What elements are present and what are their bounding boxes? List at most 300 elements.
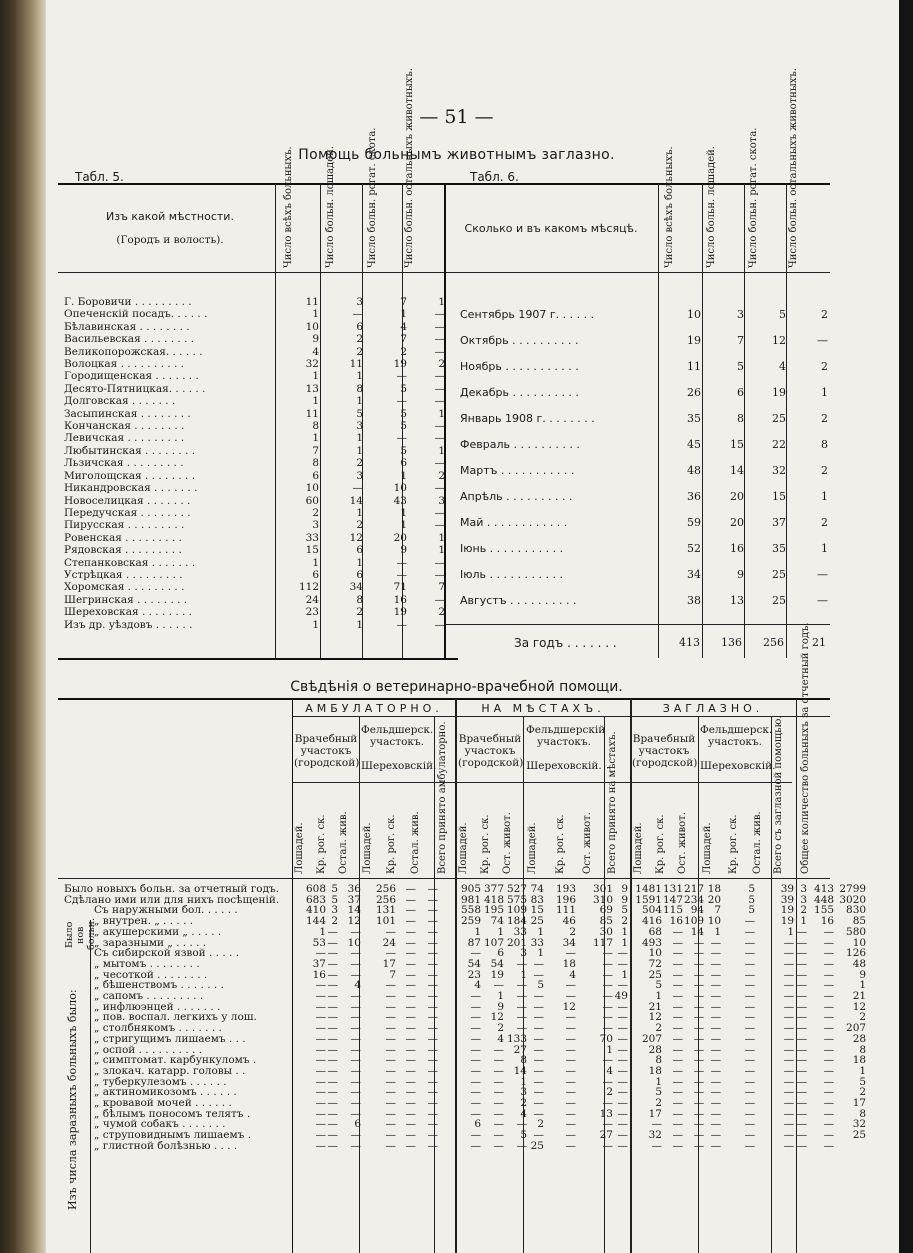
vet-header-rule xyxy=(58,878,830,879)
table6-row-month: Январь 1908 г. . . . . . . . xyxy=(460,411,595,425)
table6-cell: 11 xyxy=(687,359,701,373)
table5-cell: 1 xyxy=(356,370,363,383)
vet-cell: — xyxy=(602,1097,613,1110)
vet-cell: — xyxy=(405,1011,416,1024)
vet-cell: 107 xyxy=(483,936,504,949)
vet-cell: — xyxy=(617,1097,628,1110)
vet-cell: — xyxy=(350,1043,361,1056)
vet-cell: 4 xyxy=(354,979,361,992)
table6-cell: 13 xyxy=(730,593,744,607)
vet-cell: — xyxy=(405,893,416,906)
vet-cell: 18 xyxy=(852,1054,867,1067)
vet-cell: — xyxy=(533,1075,544,1088)
vet-cell: 418 xyxy=(483,893,504,906)
vet-cell: — xyxy=(823,1139,835,1152)
vet-cell: 33 xyxy=(530,936,544,949)
vet-cell: 18 xyxy=(707,883,722,895)
table5-cell: — xyxy=(434,320,445,333)
vet-cell: — xyxy=(602,1011,613,1024)
vet-cell: — xyxy=(796,1118,808,1131)
table5-cell: 5 xyxy=(400,407,407,420)
vet-cell: — xyxy=(783,957,795,970)
vet-cell: — xyxy=(565,1011,576,1024)
vet-cell: — xyxy=(533,1054,544,1067)
vet-cell: — xyxy=(672,990,684,1003)
vet-row-label: Съ сибирской язвой . . . . . xyxy=(94,948,240,959)
table6-cell: 35 xyxy=(772,541,786,555)
vet-row-label: Сдѣлано ими или для нихъ посѣщеній. xyxy=(64,894,280,906)
vet-cell: — xyxy=(693,1011,705,1024)
vet-cell: — xyxy=(350,1032,361,1045)
vet-cell: 14 xyxy=(690,925,705,938)
table5-cell: 16 xyxy=(393,593,407,606)
vet-cell: — xyxy=(744,1139,756,1152)
vet-cell: 19 xyxy=(780,904,795,917)
vet-cell: — xyxy=(350,1022,361,1035)
vet-row xyxy=(64,927,867,938)
vet-cell: — xyxy=(672,925,684,938)
vet-cell: — xyxy=(823,979,835,992)
vet-row-label: „ актиномикозомъ . . . . . . xyxy=(94,1087,237,1099)
vet-cell: 1481 xyxy=(635,883,662,895)
vet-cell: — xyxy=(617,1129,628,1142)
vet-cell: — xyxy=(783,968,795,981)
table5-cell: — xyxy=(434,506,445,519)
vet-cell: — xyxy=(672,1107,684,1120)
vet-cell: — xyxy=(602,1075,613,1088)
vet-col-obshchee: Общее количество больныхъ за отчетный годъ. xyxy=(800,622,811,874)
table5-cell: — xyxy=(434,556,445,569)
vet-cell: — xyxy=(602,947,613,960)
table5-row xyxy=(64,544,447,556)
vet-cell: — xyxy=(493,1107,504,1120)
vet-cell: — xyxy=(693,957,705,970)
vet-col-header: Остал. жив. xyxy=(410,811,421,874)
vet-cell: — xyxy=(710,1129,722,1142)
vet-cell: 19 xyxy=(780,915,795,928)
table6-row xyxy=(460,509,829,535)
vet-cell: 5 xyxy=(331,883,338,895)
vet-cell: 111 xyxy=(555,904,576,917)
table5-row-name: Бѣлавинская . . . . . . . . xyxy=(64,320,190,333)
vet-row-label: „ столбнякомъ . . . . . . . xyxy=(94,1023,222,1034)
vet-cell: — xyxy=(350,1054,361,1067)
table5-header-sub: (Городъ и волость). xyxy=(116,234,224,246)
vet-cell: 683 xyxy=(305,893,326,906)
vet-cell: 1 xyxy=(800,915,808,928)
vet-cell: — xyxy=(823,925,835,938)
vet-col-header: Ост. живот. xyxy=(502,812,513,874)
vet-cell: — xyxy=(823,1118,835,1131)
vet-col-header: Кр. рог. ск. xyxy=(316,814,327,874)
vet-row-label: „ чумой собакъ . . . . . . . xyxy=(94,1119,226,1131)
vet-cell: — xyxy=(427,893,438,906)
vet-cell: — xyxy=(565,1043,576,1056)
vet-cell: 413 xyxy=(814,883,835,895)
vet-cell: — xyxy=(405,1032,416,1045)
vet-cell: 259 xyxy=(460,915,481,928)
vet-cell: — xyxy=(823,1075,835,1088)
vet-cell: — xyxy=(823,1032,835,1045)
vet-cell: 2 xyxy=(621,915,628,928)
table5-row-name: Кончанская . . . . . . . . xyxy=(64,420,185,433)
vet-cell: — xyxy=(315,1118,326,1131)
vet-cell: — xyxy=(823,1043,835,1056)
vet-cell: 126 xyxy=(846,947,867,960)
table5-row-name: Левичская . . . . . . . . . xyxy=(64,432,185,445)
vet-row-label: „ акушерскими „ . . . . . xyxy=(94,926,222,938)
vet-cell: — xyxy=(823,1129,835,1142)
vet-cell: 1 xyxy=(714,925,722,938)
side-label-inner: Было нов больн. xyxy=(64,918,97,950)
vet-cell: — xyxy=(617,1086,628,1099)
table5-row-name: Изъ др. уѣздовъ . . . . . . xyxy=(64,618,193,631)
vet-cell: — xyxy=(617,957,628,970)
table6-row-month: Августъ . . . . . . . . . . xyxy=(460,593,577,607)
vet-cell: — xyxy=(427,1043,438,1056)
vet-cell: 25 xyxy=(530,915,544,928)
vet-cell: — xyxy=(672,1054,684,1067)
table5-cell: 7 xyxy=(312,444,319,457)
vet-cell: 54 xyxy=(490,957,504,970)
vet-cell: 16 xyxy=(669,915,684,928)
vet-cell: 2 xyxy=(655,1022,662,1035)
vet-cell: — xyxy=(315,1064,326,1077)
vet-cell: — xyxy=(823,936,835,949)
vet-cell: — xyxy=(327,990,338,1003)
table5-cell: — xyxy=(396,556,407,569)
vet-col-header: Лошадей. xyxy=(702,822,713,874)
vet-cell: — xyxy=(693,968,705,981)
vet-cell: — xyxy=(427,1032,438,1045)
vet-cell: — xyxy=(327,936,338,949)
vet-cell: — xyxy=(744,1022,756,1035)
table5-cell: 2 xyxy=(312,506,319,519)
vet-cell: 37 xyxy=(347,893,361,906)
table5-cell: 7 xyxy=(400,296,407,308)
table6-cell: — xyxy=(817,333,828,347)
sub-feld-amb: Фельдшерск. участокъ. xyxy=(361,724,434,748)
vet-cell: — xyxy=(427,936,438,949)
vet-cell: — xyxy=(385,1043,396,1056)
vet-cell: — xyxy=(710,1043,722,1056)
table5-cell: — xyxy=(434,382,445,395)
table5-row-name: Новоселицкая . . . . . . . xyxy=(64,494,191,507)
vet-cell: 36 xyxy=(347,883,361,895)
vet-cell: 2 xyxy=(520,1097,527,1110)
vet-cell: — xyxy=(327,968,338,981)
vet-row-label: Было новыхъ больн. за отчетный годъ. xyxy=(64,884,280,895)
vet-cell: — xyxy=(672,947,684,960)
vet-cell: 1 xyxy=(859,1064,867,1077)
vet-cell: — xyxy=(672,1097,684,1110)
table5-row-name: Десято-Пятницкая. . . . . . xyxy=(64,382,206,395)
table5-row xyxy=(64,519,447,531)
table5-cell: 43 xyxy=(393,494,407,507)
vet-cell: 72 xyxy=(648,957,662,970)
vet-row-label: „ туберкулезомъ . . . . . . xyxy=(94,1076,227,1088)
table5-cell: 24 xyxy=(305,593,319,606)
vet-cell: — xyxy=(783,1097,795,1110)
vet-cell: — xyxy=(427,1139,438,1152)
vet-cell: — xyxy=(796,1022,808,1035)
table5-row xyxy=(64,358,447,370)
table5-cell: 3 xyxy=(356,420,363,433)
vet-row-label: „ оспой . . . . . . . . . . xyxy=(94,1044,203,1056)
vet-cell: — xyxy=(565,1107,576,1120)
vet-cell: — xyxy=(405,990,416,1003)
vet-cell: 53 xyxy=(312,936,326,949)
table5-cell: 19 xyxy=(393,606,407,619)
vet-cell: 7 xyxy=(714,904,722,917)
vet-cell: — xyxy=(315,1011,326,1024)
vet-cell: 37 xyxy=(312,957,326,970)
vet-cell: 17 xyxy=(382,957,396,970)
vet-cell: — xyxy=(823,1022,835,1035)
table5-row-name: Любытинская . . . . . . . . xyxy=(64,444,196,457)
vet-cell: — xyxy=(427,990,438,1003)
vet-row-label: „ внутрен. „ . . . . . xyxy=(94,916,194,927)
table6-total-rule xyxy=(445,624,830,625)
vet-cell: — xyxy=(823,1011,835,1024)
table5-cell: — xyxy=(434,370,445,383)
table5-cell: — xyxy=(434,432,445,445)
vet-cell: — xyxy=(427,1054,438,1067)
table5-cell: 2 xyxy=(438,606,445,619)
vet-cell: 115 xyxy=(663,904,684,917)
vet-cell: 33 xyxy=(513,925,527,938)
vet-cell: — xyxy=(516,990,527,1003)
vet-cell: — xyxy=(693,1064,705,1077)
vet-cell: 49 xyxy=(614,990,628,1003)
table6-row-month: Октябрь . . . . . . . . . . xyxy=(460,333,579,347)
table6-row xyxy=(460,353,829,379)
vet-cell: — xyxy=(672,1139,684,1152)
vet-cell: 28 xyxy=(852,1032,867,1045)
vet-cell: — xyxy=(602,990,613,1003)
vet-cell: — xyxy=(744,1043,756,1056)
vet-cell: — xyxy=(672,1118,684,1131)
vet-cell: 1 xyxy=(859,979,867,992)
sub-sher-zagl: Шереховскій. xyxy=(700,760,776,772)
table5-cell: — xyxy=(434,618,445,631)
vet-cell: — xyxy=(385,925,396,938)
table6-cell: 6 xyxy=(737,385,744,399)
vet-cell: 1 xyxy=(537,925,544,938)
vet-cell: — xyxy=(796,968,808,981)
table6-row-month: Іюль . . . . . . . . . . . xyxy=(460,567,563,581)
vet-cell: — xyxy=(350,947,361,960)
vet-cell: 48 xyxy=(852,957,867,970)
vet-cell: — xyxy=(315,947,326,960)
vet-cell: — xyxy=(516,1011,527,1024)
table5-cell: 14 xyxy=(349,494,363,507)
table5-cell: 1 xyxy=(356,618,363,631)
table5-cell: 1 xyxy=(438,296,445,308)
vet-cell: — xyxy=(693,1139,705,1152)
table6-cell: 3 xyxy=(737,307,744,321)
table5-row-name: Опеченскій посадъ. . . . . . xyxy=(64,308,208,321)
vet-cell: — xyxy=(823,1054,835,1067)
vet-cell: 558 xyxy=(460,904,481,917)
vet-cell: — xyxy=(493,1097,504,1110)
table6-row-month: Февраль . . . . . . . . . . xyxy=(460,437,580,451)
table5-cell: 6 xyxy=(312,469,319,482)
table6-cell: 26 xyxy=(687,385,701,399)
vet-cell: — xyxy=(565,1022,576,1035)
table5-row-name: Никандровская . . . . . . . xyxy=(64,482,198,495)
vet-cell: — xyxy=(565,1139,576,1152)
vet-cell: 18 xyxy=(648,1064,662,1077)
vet-cell: — xyxy=(796,1129,808,1142)
vet-cell: — xyxy=(385,1139,396,1152)
vet-cell: — xyxy=(783,1107,795,1120)
vet-cell: 34 xyxy=(562,936,576,949)
table5-cell: — xyxy=(434,482,445,495)
vet-cell: 184 xyxy=(506,915,527,928)
vet-cell: — xyxy=(327,1011,338,1024)
table5-cell: 1 xyxy=(438,544,445,557)
vet-cell: — xyxy=(470,1011,481,1024)
t6-col-header: Число больн. лошадей. xyxy=(706,146,717,268)
table5-cell: — xyxy=(434,519,445,532)
table5-cell: 1 xyxy=(312,395,319,408)
vet-cell: — xyxy=(533,1107,544,1120)
table5-cell: 5 xyxy=(400,382,407,395)
vet-cell: — xyxy=(350,1097,361,1110)
vet-row-label: Съ наружными бол. . . . . . xyxy=(94,905,238,917)
vet-cell: — xyxy=(405,904,416,917)
vet-cell: — xyxy=(327,1129,338,1142)
vet-cell: — xyxy=(315,1032,326,1045)
vet-cell: — xyxy=(796,1086,808,1099)
vet-cell: — xyxy=(565,947,576,960)
table6-cell: 8 xyxy=(737,411,744,425)
table5-row-name: Волоцкая . . . . . . . . . . xyxy=(64,358,184,371)
vet-cell: 8 xyxy=(859,1107,867,1120)
vet-cell: — xyxy=(405,1129,416,1142)
vet-cell: 32 xyxy=(648,1129,662,1142)
table6-label: Табл. 6. xyxy=(470,170,519,184)
vet-cell: — xyxy=(796,1064,808,1077)
vet-cell: — xyxy=(470,1139,481,1152)
table5-cell: 2 xyxy=(438,469,445,482)
table6-row xyxy=(460,405,829,431)
table6-cell: 48 xyxy=(687,463,701,477)
vet-cell: — xyxy=(405,1043,416,1056)
vet-row-label: „ стригущимъ лишаемъ . . . xyxy=(94,1033,246,1045)
vet-cell: — xyxy=(617,947,628,960)
vet-cell: — xyxy=(516,1118,527,1131)
vet-cell: — xyxy=(350,990,361,1003)
vet-cell: — xyxy=(744,1107,756,1120)
vet-cell: 193 xyxy=(555,883,576,895)
vet-cell: 109 xyxy=(506,904,527,917)
table5-row-name: Г. Боровичи . . . . . . . . . xyxy=(64,296,192,308)
vet-cell: — xyxy=(470,990,481,1003)
table5-row xyxy=(64,594,447,606)
vet-cell: — xyxy=(405,1054,416,1067)
table6-cell: 52 xyxy=(687,541,701,555)
vet-cell: — xyxy=(823,947,835,960)
vet-cell: — xyxy=(744,1118,756,1131)
vet-cell: — xyxy=(796,1107,808,1120)
vet-cell: — xyxy=(617,1043,628,1056)
vet-cell: — xyxy=(405,1097,416,1110)
vet-cell: 18 xyxy=(562,957,576,970)
vet-cell: — xyxy=(710,1139,722,1152)
table5-label: Табл. 5. xyxy=(75,170,124,184)
table5-cell: 6 xyxy=(312,568,319,581)
vet-cell: — xyxy=(565,1097,576,1110)
table5-cell: 1 xyxy=(312,370,319,383)
vet-cell: — xyxy=(315,1054,326,1067)
vet-cell: — xyxy=(744,1011,756,1024)
vet-row xyxy=(64,1141,867,1152)
table5-row-name: Пирусская . . . . . . . . . xyxy=(64,519,185,532)
table5-row xyxy=(64,470,447,482)
vet-cell: — xyxy=(427,1107,438,1120)
table6-cell: 37 xyxy=(772,515,786,529)
vet-cell: 3 xyxy=(331,904,338,917)
vet-cell: — xyxy=(710,1022,722,1035)
vet-cell: — xyxy=(493,1129,504,1142)
table5-cell: 10 xyxy=(393,482,407,495)
table5-cell: 2 xyxy=(356,345,363,358)
vet-cell: — xyxy=(693,1043,705,1056)
vet-cell: — xyxy=(672,968,684,981)
vet-cell: — xyxy=(710,990,722,1003)
table6-row xyxy=(460,483,829,509)
vet-cell: — xyxy=(427,947,438,960)
vet-cell: 905 xyxy=(460,883,481,895)
table5-row-name: Передучская . . . . . . . . xyxy=(64,506,191,519)
vet-cell: — xyxy=(405,968,416,981)
vet-cell: 3 xyxy=(800,883,808,895)
vet-cell: — xyxy=(672,1000,684,1013)
table5-cell: 15 xyxy=(305,544,319,557)
vet-cell: — xyxy=(327,1139,338,1152)
vet-cell: — xyxy=(710,1086,722,1099)
vet-col-header: Кр. рог. ск. xyxy=(555,814,566,874)
table5-cell: — xyxy=(352,308,363,321)
vet-cell: 2 xyxy=(800,904,808,917)
vet-cell: 5 xyxy=(331,893,338,906)
vet-cell: 2799 xyxy=(839,883,867,895)
vet-cell: — xyxy=(744,1032,756,1045)
vet-cell: — xyxy=(672,1075,684,1088)
vet-cell: 12 xyxy=(347,915,361,928)
vet-cell: — xyxy=(533,1064,544,1077)
vet-cell: — xyxy=(823,1086,835,1099)
vet-cell: — xyxy=(783,1000,795,1013)
book-spine-shadow xyxy=(0,0,46,1253)
vet-cell: — xyxy=(693,1097,705,1110)
vet-row-label: „ кровавой мочей . . . . . . xyxy=(94,1098,232,1109)
vet-cell: — xyxy=(783,936,795,949)
table5-cell: 6 xyxy=(356,568,363,581)
table5-row xyxy=(64,408,447,420)
table5-row xyxy=(64,619,447,631)
vet-cell: — xyxy=(710,1075,722,1088)
vet-cell: — xyxy=(796,1043,808,1056)
vet-cell: — xyxy=(533,1043,544,1056)
vet-cell: — xyxy=(533,1097,544,1110)
vet-cell: — xyxy=(617,1107,628,1120)
vet-cell: — xyxy=(327,1086,338,1099)
vet-cell: 2 xyxy=(569,925,576,938)
vet-cell: — xyxy=(516,979,527,992)
